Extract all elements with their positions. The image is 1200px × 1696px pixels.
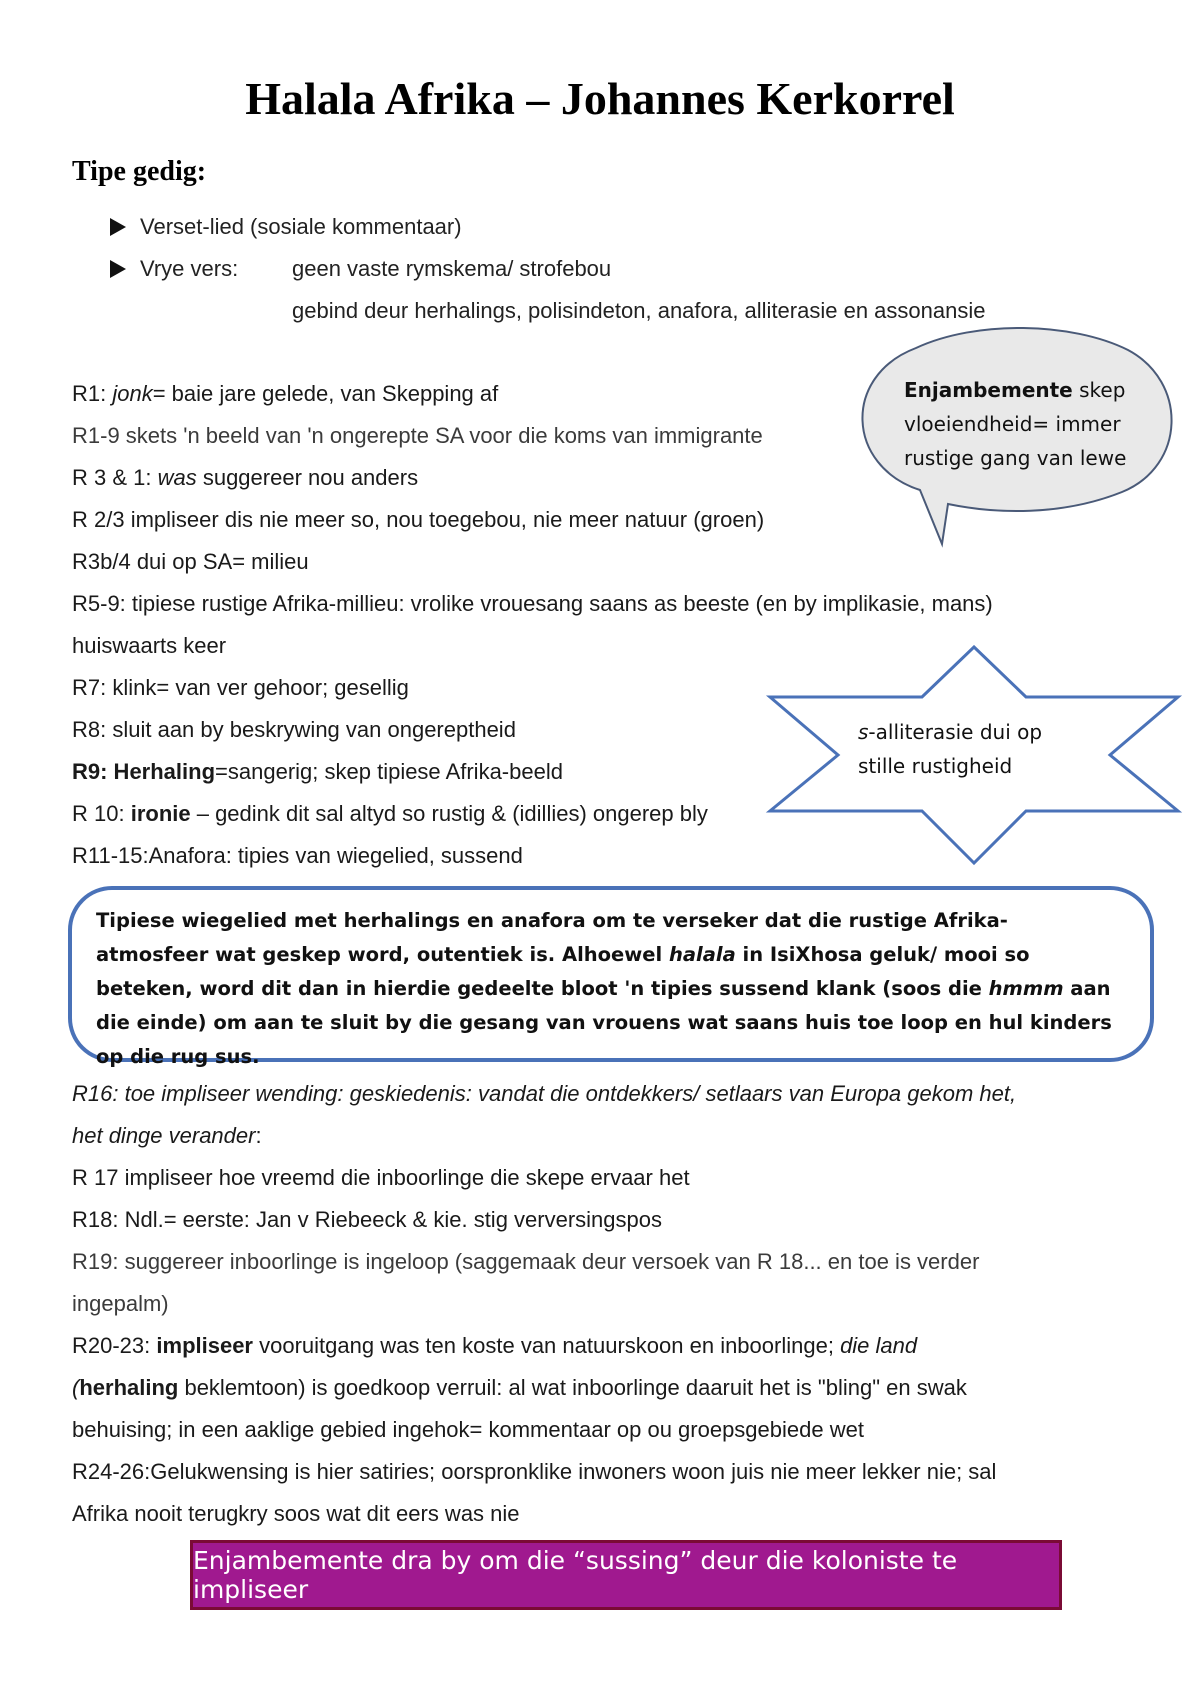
note-em: was bbox=[157, 465, 197, 490]
summary-banner: Enjambemente dra by om die “sussing” deur die koloniste te impliseer bbox=[190, 1540, 1062, 1610]
note-line: R18: Ndl.= eerste: Jan v Riebeeck & kie. stig verversingspos bbox=[72, 1207, 662, 1232]
star-em: s bbox=[858, 720, 869, 744]
note-line: huiswaarts keer bbox=[72, 633, 227, 658]
box-text-span: aan die einde) om aan te sluit by die gesang van vrouens wat saans huis toe loop en hul kinders op die rug sus. bbox=[96, 977, 1112, 1068]
note-span: suggereer nou anders bbox=[196, 465, 419, 490]
bullet-value: gebind deur herhalings, polisindeton, anafora, alliterasie en assonansie bbox=[292, 298, 986, 323]
note-line: R19: suggereer inboorlinge is ingeloop (saggemaak deur versoek van R 18... en toe is verder bbox=[72, 1249, 980, 1274]
note-line bbox=[72, 1333, 917, 1359]
note-line: R1-9 skets 'n beeld van 'n ongerepte SA voor die koms van immigrante bbox=[72, 423, 763, 448]
bullet-label: Verset-lied (sosiale kommentaar) bbox=[140, 214, 462, 239]
note-span: R 3 & 1: bbox=[72, 465, 158, 490]
note-bold: herhaling bbox=[79, 1375, 179, 1400]
box-text-span: Tipiese wiegelied met herhalings en anafora om te verseker dat die rustige Afrika-atmosfeer wat geskep word, outentiek is. Alhoewel bbox=[96, 909, 1008, 966]
note-bold: R9: Herhaling bbox=[72, 759, 216, 784]
bubble-line: rustige gang van lewe bbox=[904, 446, 1127, 470]
star-text bbox=[858, 715, 1058, 783]
note-line bbox=[72, 381, 498, 407]
note-span: =sangerig; skep tipiese Afrika-beeld bbox=[215, 759, 563, 784]
star-line: stille rustigheid bbox=[858, 754, 1013, 778]
note-line: R 17 impliseer hoe vreemd die inboorlinge die skepe ervaar het bbox=[72, 1165, 690, 1190]
note-span: – gedink dit sal altyd so rustig & (idillies) ongerep bly bbox=[190, 801, 708, 826]
note-span: : bbox=[255, 1123, 262, 1148]
bubble-line: vloeiendheid= immer bbox=[904, 412, 1121, 436]
star-text-span: -alliterasie dui op bbox=[868, 720, 1043, 744]
note-line: R24-26:Gelukwensing is hier satiries; oorspronklike inwoners woon juis nie meer lekker nie; sal bbox=[72, 1459, 997, 1484]
note-line: Afrika nooit terugkry soos wat dit eers was nie bbox=[72, 1501, 520, 1526]
note-line: ingepalm) bbox=[72, 1291, 169, 1316]
note-span: vooruitgang was ten koste van natuurskoon en inboorlinge; bbox=[253, 1333, 841, 1358]
page-title: Halala Afrika – Johannes Kerkorrel bbox=[245, 73, 955, 124]
note-line: R3b/4 dui op SA= milieu bbox=[72, 549, 309, 574]
note-bold: impliseer bbox=[156, 1333, 253, 1358]
note-span: R 10: bbox=[72, 801, 131, 826]
note-em: die land bbox=[840, 1333, 918, 1358]
note-line: R11-15:Anafora: tipies van wiegelied, sussend bbox=[72, 843, 523, 868]
note-line: R8: sluit aan by beskrywing van ongereptheid bbox=[72, 717, 516, 742]
note-line bbox=[72, 1123, 262, 1149]
box-em: halala bbox=[669, 943, 736, 966]
note-line bbox=[72, 1375, 967, 1401]
note-line bbox=[72, 801, 708, 827]
bullet-item bbox=[110, 256, 238, 282]
note-em: het dinge verander bbox=[72, 1123, 256, 1148]
triangle-bullet-icon bbox=[110, 260, 126, 278]
bubble-bold: Enjambemente bbox=[904, 378, 1073, 402]
box-paragraph bbox=[96, 904, 1116, 1074]
type-heading: Tipe gedig: bbox=[72, 156, 207, 187]
note-line: R5-9: tipiese rustige Afrika-millieu: vrolike vrouesang saans as beeste (en by implikasie, mans) bbox=[72, 591, 993, 616]
bullet-label: Vrye vers: bbox=[140, 256, 239, 281]
note-span: beklemtoon) is goedkoop verruil: al wat inboorlinge daaruit het is "bling" en swak bbox=[178, 1375, 967, 1400]
note-bold: ironie bbox=[130, 801, 191, 826]
bullet-value: geen vaste rymskema/ strofebou bbox=[292, 256, 612, 281]
note-line: R16: toe impliseer wending: geskiedenis: vandat die ontdekkers/ setlaars van Europa gekom het, bbox=[72, 1081, 1017, 1106]
bullet-item bbox=[110, 214, 462, 240]
note-line: R 2/3 impliseer dis nie meer so, nou toegebou, nie meer natuur (groen) bbox=[72, 507, 765, 532]
triangle-bullet-icon bbox=[110, 218, 126, 236]
note-span: R1: bbox=[72, 381, 113, 406]
note-span: = baie jare gelede, van Skepping af bbox=[152, 381, 499, 406]
box-text-span: in IsiXhosa geluk/ mooi so beteken, word dit dan in hierdie gedeelte bloot 'n tipies sussend klank (soos die bbox=[96, 943, 1030, 1000]
box-em: hmmm bbox=[988, 977, 1064, 1000]
note-line: behuising; in een aaklige gebied ingehok= kommentaar op ou groepsgebiede wet bbox=[72, 1417, 864, 1442]
bubble-text-span: skep bbox=[1072, 378, 1126, 402]
note-line bbox=[72, 759, 563, 785]
bubble-text bbox=[904, 373, 1134, 475]
note-line: R7: klink= van ver gehoor; gesellig bbox=[72, 675, 409, 700]
note-line bbox=[72, 465, 418, 491]
note-em: ( bbox=[72, 1375, 80, 1400]
note-em: jonk bbox=[112, 381, 153, 406]
note-span: R20-23: bbox=[72, 1333, 157, 1358]
